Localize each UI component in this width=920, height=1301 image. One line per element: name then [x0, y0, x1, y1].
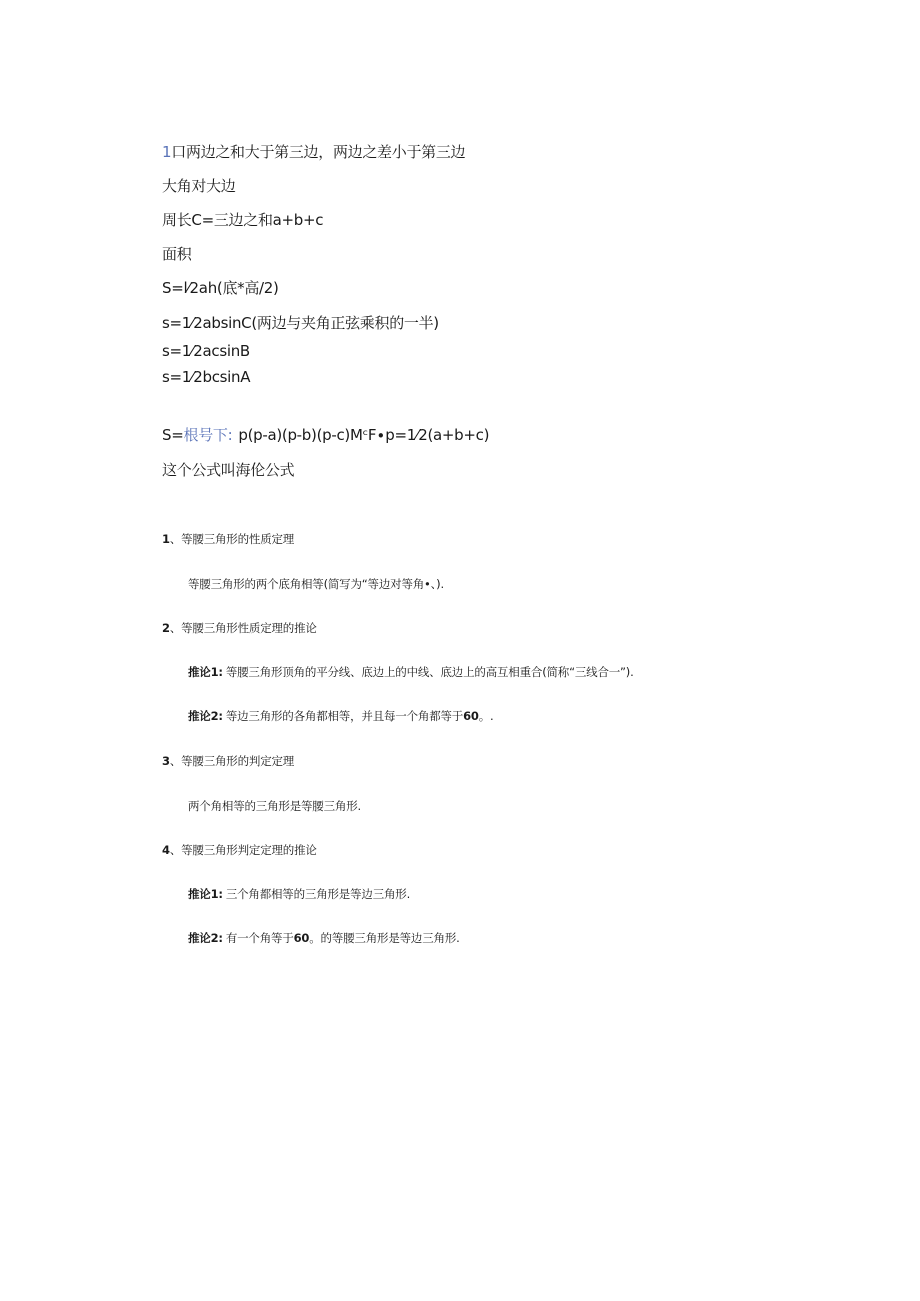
heron-prefix: S=: [162, 426, 184, 444]
area-heading: 面积: [162, 245, 192, 263]
section-1-heading: [162, 534, 294, 546]
heron-root-label: 根号下:: [183, 426, 233, 444]
section-2-heading: [162, 623, 317, 635]
corollary-label: 推论1:: [188, 665, 223, 679]
section-title: 、等腰三角形判定定理的推论: [169, 843, 317, 857]
corollary-2-2: [188, 711, 494, 723]
corollary-text: 三个角都相等的三角形是等边三角形.: [225, 887, 411, 901]
heron-expression: p(p-a)(p-b)(p-c)MᶜF∙p=1⁄2(a+b+c): [238, 426, 490, 444]
angle-value: 60: [293, 931, 310, 945]
corollary-text: 有一个角等于: [225, 931, 294, 945]
heron-name: 这个公式叫海伦公式: [162, 461, 295, 479]
angle-value: 60: [463, 709, 479, 723]
triangle-rule-angles: 大角对大边: [162, 177, 236, 195]
section-title: 、等腰三角形的判定定理: [169, 754, 295, 768]
area-formula-sinc: s=1⁄2absinC(两边与夹角正弦乘积的一半): [162, 314, 439, 332]
corollary-text-end: 。的等腰三角形是等边三角形.: [309, 931, 460, 945]
area-formula-base-height: S=l⁄2ah(底*高/2): [162, 279, 279, 297]
corollary-2-1: [188, 667, 634, 679]
corollary-label: 推论2:: [188, 931, 223, 945]
corollary-4-1: [188, 889, 410, 901]
heron-formula: [162, 428, 489, 443]
list-number: 1: [162, 143, 172, 161]
rule-text: 口两边之和大于第三边，两边之差小于第三边: [171, 143, 466, 161]
perimeter-formula: 周长C=三边之和a+b+c: [162, 211, 324, 229]
section-1-body: 等腰三角形的两个底角相等(简写为“等边对等角•、).: [188, 577, 444, 591]
section-title: 、等腰三角形性质定理的推论: [169, 621, 317, 635]
corollary-label: 推论1:: [188, 887, 223, 901]
corollary-text: 等边三角形的各角都相等，并且每一个角都等于: [225, 709, 464, 723]
section-number: 2: [162, 621, 170, 635]
triangle-rule-sides: [162, 145, 465, 160]
corollary-text-end: 。.: [478, 709, 494, 723]
section-number: 1: [162, 532, 170, 546]
corollary-text: 等腰三角形顶角的平分线、底边上的中线、底边上的高互相重合(简称“三线合一”).: [225, 665, 634, 679]
area-formula-sina: s=1⁄2bcsinA: [162, 368, 251, 386]
section-4-heading: [162, 845, 317, 857]
corollary-label: 推论2:: [188, 709, 223, 723]
section-3-body: 两个角相等的三角形是等腰三角形.: [188, 799, 361, 813]
section-number: 3: [162, 754, 170, 768]
corollary-4-2: [188, 933, 460, 945]
section-3-heading: [162, 756, 294, 768]
area-formula-sinb: s=1⁄2acsinB: [162, 342, 250, 360]
section-title: 、等腰三角形的性质定理: [169, 532, 295, 546]
section-number: 4: [162, 843, 170, 857]
